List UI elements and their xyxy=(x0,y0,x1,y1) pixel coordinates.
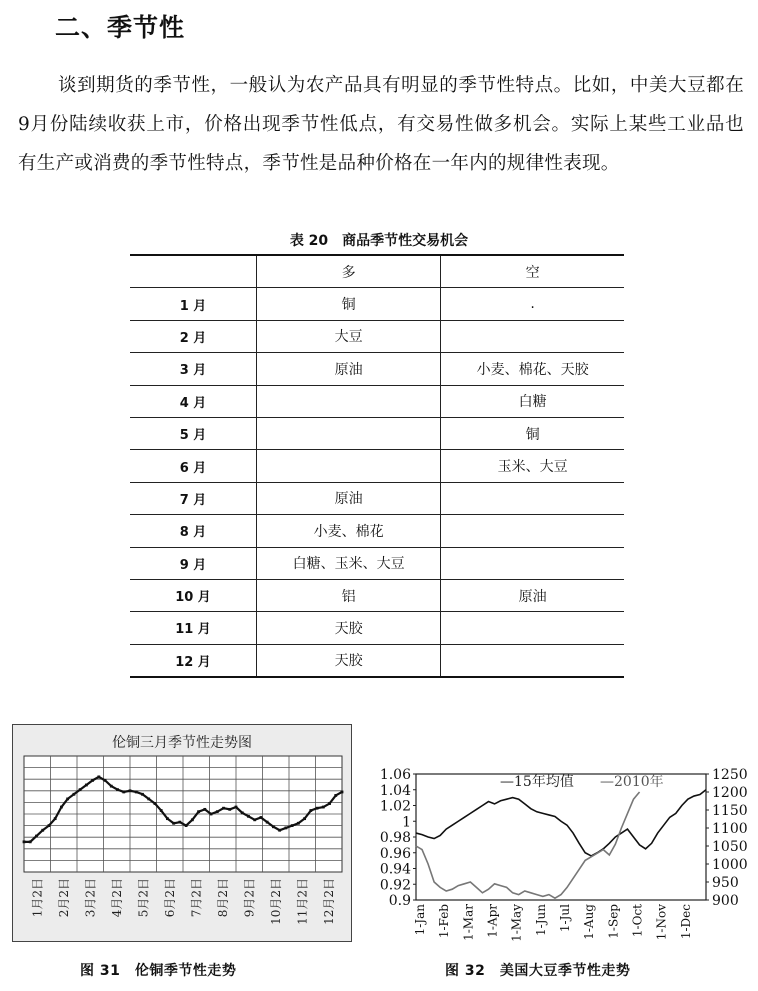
data-point xyxy=(104,779,107,782)
data-point xyxy=(316,807,319,810)
table-row xyxy=(130,450,624,482)
right-tick-label: 1250 xyxy=(712,767,748,783)
data-point xyxy=(303,817,306,820)
table-row xyxy=(130,353,624,385)
data-point xyxy=(266,821,269,824)
data-point xyxy=(166,817,169,820)
data-point xyxy=(328,802,331,805)
right-tick-label: 1100 xyxy=(712,821,748,837)
table-row xyxy=(130,482,624,514)
data-point xyxy=(29,840,32,843)
data-point xyxy=(172,822,175,825)
row-month: 5 月 xyxy=(130,417,257,449)
left-tick-label: 0.94 xyxy=(379,861,411,878)
row-month: 2 月 xyxy=(130,320,257,352)
row-short: 白糖 xyxy=(441,385,624,417)
data-point xyxy=(85,784,88,787)
row-long: 大豆 xyxy=(257,320,441,352)
x-tick-label: 1月2日 xyxy=(30,878,45,918)
header-short: 空 xyxy=(441,255,624,288)
data-point xyxy=(41,829,44,832)
x-tick-label: 5月2日 xyxy=(136,878,151,918)
data-point xyxy=(23,840,26,843)
data-point xyxy=(235,806,238,809)
data-point xyxy=(291,824,294,827)
row-long: 天胶 xyxy=(257,644,441,677)
data-point xyxy=(203,808,206,811)
right-tick-label: 1200 xyxy=(712,785,748,801)
data-point xyxy=(141,793,144,796)
header-month xyxy=(130,255,257,288)
data-point xyxy=(284,827,287,830)
data-point xyxy=(60,806,63,809)
data-point xyxy=(91,779,94,782)
header-long: 多 xyxy=(257,255,441,288)
left-tick-label: 0.96 xyxy=(379,845,411,862)
x-tick-label: 1-Dec xyxy=(678,904,693,940)
row-month: 4 月 xyxy=(130,385,257,417)
x-tick-label: 1-Jan xyxy=(413,904,427,936)
data-point xyxy=(272,825,275,828)
row-long: 小麦、棉花 xyxy=(257,515,441,547)
table-row xyxy=(130,320,624,352)
data-point xyxy=(185,824,188,827)
data-point xyxy=(253,818,256,821)
row-long: 天胶 xyxy=(257,612,441,644)
row-month: 10 月 xyxy=(130,579,257,611)
data-point xyxy=(54,817,57,820)
row-short: 铜 xyxy=(441,417,624,449)
row-month: 1 月 xyxy=(130,288,257,320)
data-point xyxy=(228,808,231,811)
row-long: 原油 xyxy=(257,353,441,385)
x-tick-label: 1-May xyxy=(509,904,524,942)
body-paragraph: 谈到期货的季节性，一般认为农产品具有明显的季节性特点。比如，中美大豆都在9月份陆续收获上市，价格出现季节性低点，有交易性做多机会。实际上某些工业品也有生产或消费的季节性特点，季节性是品种价格在一年内的规律性表现。 xyxy=(18,75,744,174)
lme-copper-seasonal-chart xyxy=(12,724,352,942)
series-line-2010 xyxy=(416,792,640,898)
x-tick-label: 1-Nov xyxy=(654,904,669,941)
data-point xyxy=(260,816,263,819)
data-point xyxy=(116,788,119,791)
row-short xyxy=(441,547,624,579)
data-point xyxy=(309,809,312,812)
row-long xyxy=(257,450,441,482)
right-tick-label: 1000 xyxy=(712,857,748,873)
data-point xyxy=(110,785,113,788)
data-point xyxy=(147,798,150,801)
x-tick-label: 1-Aug xyxy=(582,904,597,940)
x-tick-label: 10月2日 xyxy=(268,878,283,925)
row-short: 玉米、大豆 xyxy=(441,450,624,482)
table-caption: 表 20 商品季节性交易机会 xyxy=(289,233,469,249)
x-tick-label: 7月2日 xyxy=(189,878,204,918)
x-tick-label: 1-Mar xyxy=(461,904,476,941)
row-month: 11 月 xyxy=(130,612,257,644)
right-tick-label: 900 xyxy=(712,893,739,909)
x-tick-label: 1-Jun xyxy=(533,904,548,936)
left-tick-label: 0.92 xyxy=(379,877,411,894)
table-row xyxy=(130,579,624,611)
x-tick-label: 1-Apr xyxy=(485,904,500,938)
data-point xyxy=(66,798,69,801)
data-point xyxy=(297,822,300,825)
x-tick-label: 1-Oct xyxy=(630,904,645,938)
data-point xyxy=(197,810,200,813)
row-short xyxy=(441,612,624,644)
plot-frame xyxy=(416,774,706,900)
left-tick-label: 0.98 xyxy=(379,830,411,846)
row-short xyxy=(441,644,624,677)
right-tick-label: 1150 xyxy=(712,803,748,819)
row-month: 9 月 xyxy=(130,547,257,579)
section-heading: 二、季节性 xyxy=(55,13,186,42)
data-point xyxy=(154,802,157,805)
x-tick-label: 1-Sep xyxy=(606,904,621,939)
data-point xyxy=(210,813,213,816)
row-short xyxy=(441,482,624,514)
right-tick-label: 1050 xyxy=(712,839,748,855)
left-tick-label: 0.9 xyxy=(388,893,411,909)
left-tick-label: 1.04 xyxy=(379,782,411,799)
x-tick-label: 9月2日 xyxy=(242,878,257,918)
data-point xyxy=(216,810,219,813)
row-long xyxy=(257,385,441,417)
row-month: 8 月 xyxy=(130,515,257,547)
row-short xyxy=(441,320,624,352)
data-point xyxy=(122,791,125,794)
data-point xyxy=(48,824,51,827)
data-point xyxy=(35,835,38,838)
data-point xyxy=(72,793,75,796)
data-point xyxy=(97,775,100,778)
table-header-row xyxy=(130,255,624,288)
table-row xyxy=(130,288,624,320)
chart-title: 伦铜三月季节性走势图 xyxy=(112,735,252,751)
x-tick-label: 8月2日 xyxy=(215,878,230,918)
data-point xyxy=(191,818,194,821)
left-tick-label: 1.06 xyxy=(379,767,411,783)
row-short: 小麦、棉花、天胶 xyxy=(441,353,624,385)
row-long: 白糖、玉米、大豆 xyxy=(257,547,441,579)
seasonal-trading-table xyxy=(130,254,624,678)
x-tick-label: 11月2日 xyxy=(295,878,310,925)
x-tick-label: 12月2日 xyxy=(321,878,336,925)
x-tick-label: 1-Feb xyxy=(437,904,452,939)
legend-entry-2010: —2010年 xyxy=(600,774,664,790)
legend-entry-15yr-average: —15年均值 xyxy=(500,774,574,790)
left-tick-label: 1 xyxy=(402,814,411,831)
data-point xyxy=(341,791,344,794)
x-tick-label: 1-Jul xyxy=(558,904,572,933)
row-short xyxy=(441,515,624,547)
row-long: 铝 xyxy=(257,579,441,611)
row-short: . xyxy=(441,288,624,320)
x-tick-label: 2月2日 xyxy=(56,878,71,918)
data-point xyxy=(135,791,138,794)
table-row xyxy=(130,417,624,449)
data-point xyxy=(247,815,250,818)
figure-31-caption: 图 31 伦铜季节性走势 xyxy=(80,963,237,979)
data-point xyxy=(241,811,244,814)
data-point xyxy=(278,829,281,832)
data-point xyxy=(334,794,337,797)
table-row xyxy=(130,612,624,644)
row-long: 铜 xyxy=(257,288,441,320)
table-row xyxy=(130,547,624,579)
table-row xyxy=(130,644,624,677)
row-long: 原油 xyxy=(257,482,441,514)
x-tick-label: 6月2日 xyxy=(162,878,177,918)
data-point xyxy=(178,821,181,824)
table-row xyxy=(130,385,624,417)
data-point xyxy=(160,809,163,812)
right-tick-label: 950 xyxy=(712,875,739,891)
row-long xyxy=(257,417,441,449)
figure-32-caption: 图 32 美国大豆季节性走势 xyxy=(445,963,631,979)
data-point xyxy=(129,789,132,792)
data-point xyxy=(79,788,82,791)
row-month: 6 月 xyxy=(130,450,257,482)
table-row xyxy=(130,515,624,547)
row-short: 原油 xyxy=(441,579,624,611)
data-point xyxy=(322,806,325,809)
left-tick-label: 1.02 xyxy=(379,798,411,815)
row-month: 3 月 xyxy=(130,353,257,385)
row-month: 7 月 xyxy=(130,482,257,514)
data-point xyxy=(222,807,225,810)
series-line-15yr-average xyxy=(416,790,706,856)
x-tick-label: 4月2日 xyxy=(109,878,124,918)
x-tick-label: 3月2日 xyxy=(83,878,98,918)
row-month: 12 月 xyxy=(130,644,257,677)
us-soybean-seasonal-chart xyxy=(372,760,754,950)
